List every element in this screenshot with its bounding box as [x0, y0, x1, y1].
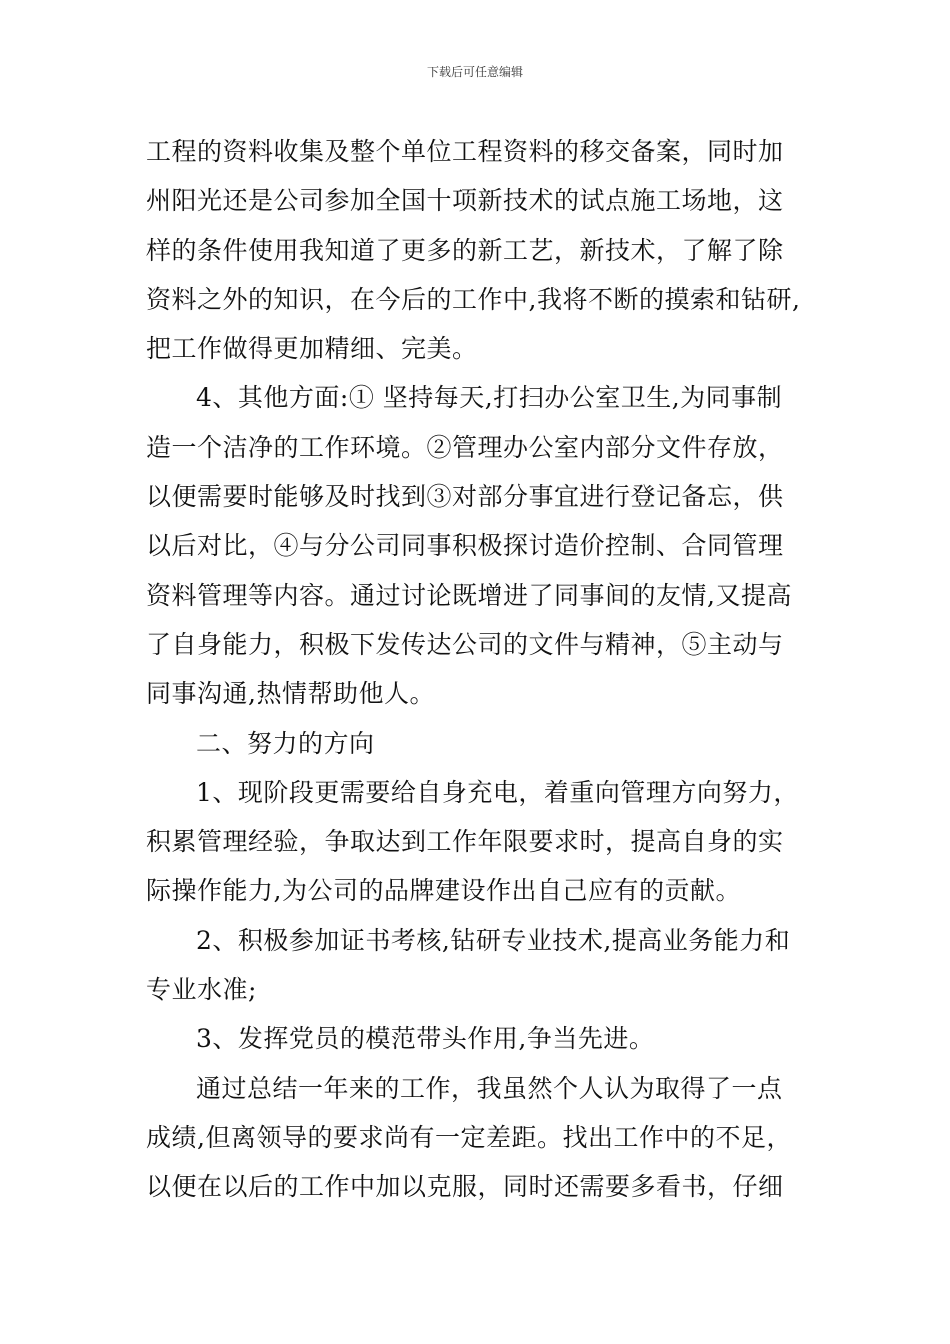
text-line-10: 资料管理等内容。通过讨论既增进了同事间的友情,又提高 [146, 580, 792, 610]
text-line-17: 2、积极参加证书考核,钻研专业技术,提高业务能力和 [196, 925, 791, 955]
text-line-15: 积累管理经验，争取达到工作年限要求时，提高自身的实 [146, 827, 784, 857]
text-line-3: 样的条件使用我知道了更多的新工艺，新技术，了解了除 [146, 235, 784, 265]
text-line-22: 以便在以后的工作中加以克服，同时还需要多看书，仔细 [146, 1172, 784, 1202]
text-line-20: 通过总结一年来的工作，我虽然个人认为取得了一点 [196, 1073, 783, 1103]
text-line-2: 州阳光还是公司参加全国十项新技术的试点施工场地，这 [146, 186, 784, 216]
text-line-9: 以后对比，④与分公司同事积极探讨造价控制、合同管理 [146, 531, 784, 561]
text-line-6: 4、其他方面:① 坚持每天,打扫办公室卫生,为同事制 [196, 383, 783, 413]
text-line-7: 造一个洁净的工作环境。②管理办公室内部分文件存放， [146, 432, 784, 462]
text-line-8: 以便需要时能够及时找到③对部分事宜进行登记备忘，供 [146, 482, 784, 512]
text-line-12: 同事沟通,热情帮助他人。 [146, 679, 435, 709]
text-line-4: 资料之外的知识，在今后的工作中,我将不断的摸索和钻研, [146, 284, 801, 314]
text-line-19: 3、发挥党员的模范带头作用,争当先进。 [196, 1024, 655, 1054]
text-line-14: 1、现阶段更需要给自身充电，着重向管理方向努力， [196, 777, 799, 807]
text-line-11: 了自身能力，积极下发传达公司的文件与精神，⑤主动与 [146, 629, 784, 659]
text-line-16: 际操作能力,为公司的品牌建设作出自己应有的贡献。 [146, 876, 741, 906]
text-line-18: 专业水准; [146, 975, 257, 1005]
text-line-1: 工程的资料收集及整个单位工程资料的移交备案，同时加 [146, 137, 784, 166]
text-line-21: 成绩,但离领导的要求尚有一定差距。找出工作中的不足， [146, 1122, 792, 1152]
text-line-5: 把工作做得更加精细、完美。 [146, 334, 478, 364]
page-header-note: 下载后可任意编辑 [426, 65, 523, 79]
document-body [146, 127, 826, 1212]
section-heading: 二、努力的方向 [196, 728, 375, 758]
